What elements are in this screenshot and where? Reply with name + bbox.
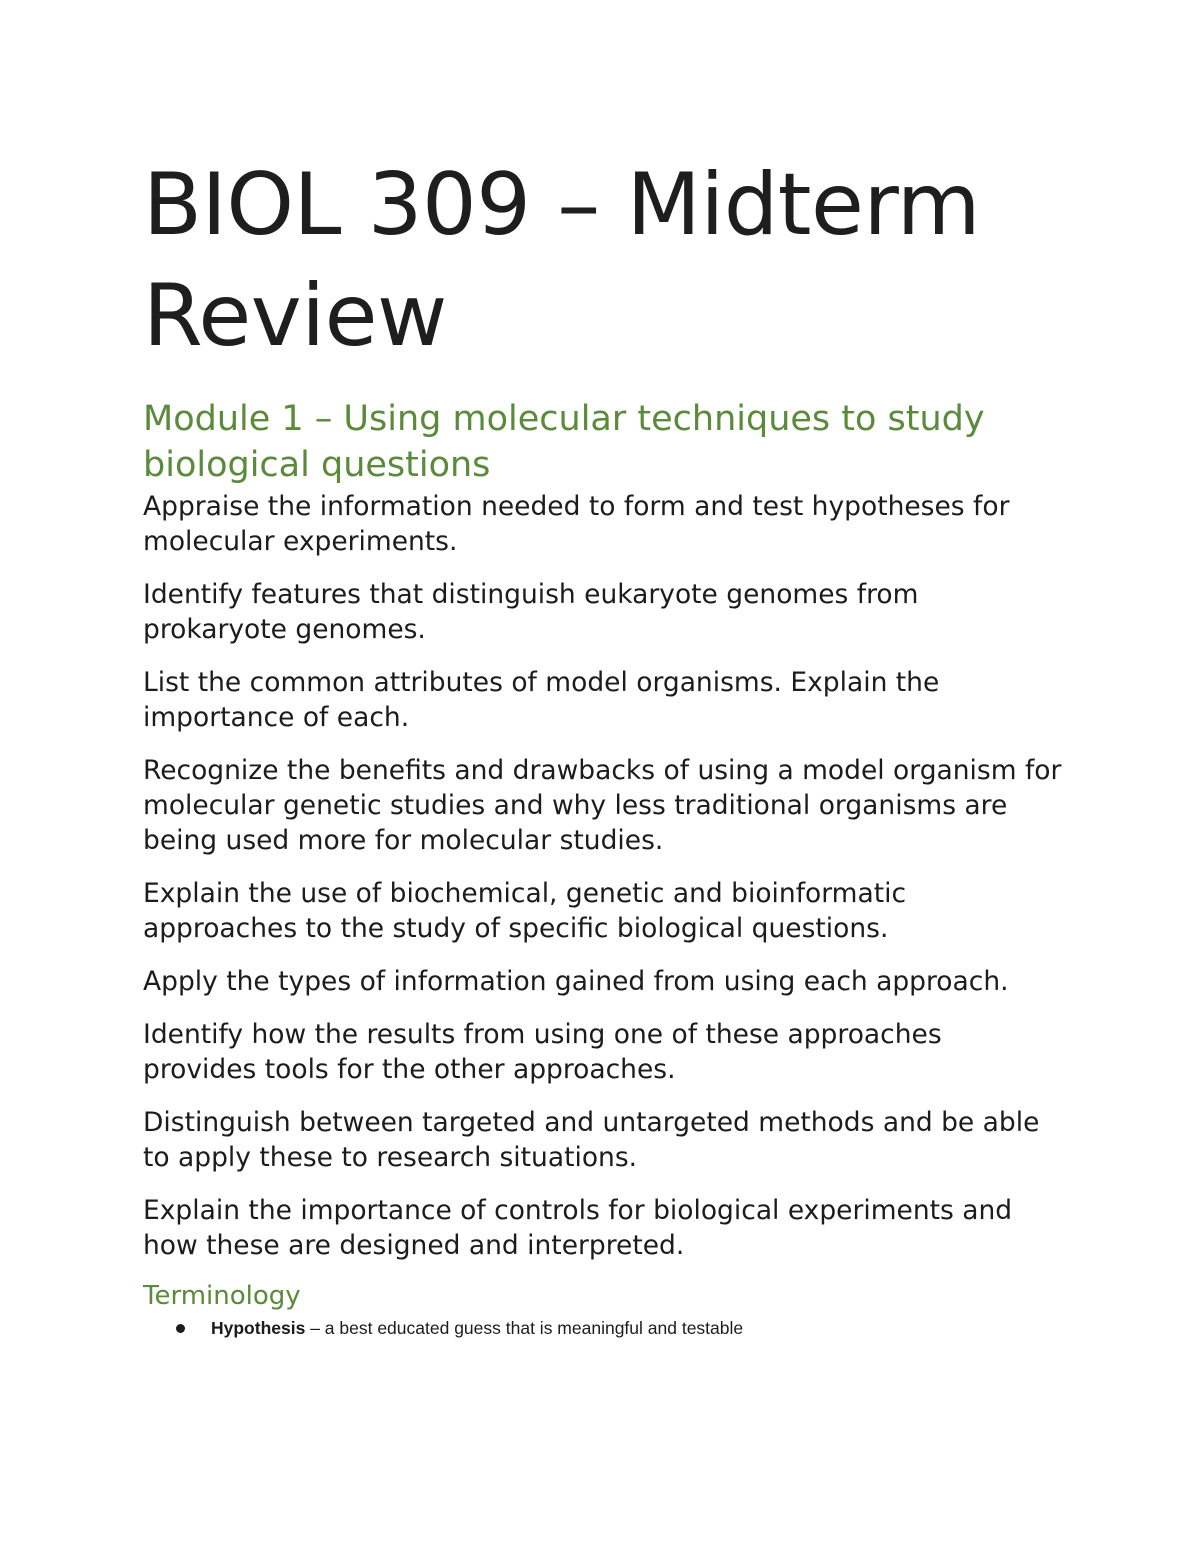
objective-paragraph: Explain the use of biochemical, genetic and bioinformatic approaches to the study of specific biological questions.: [143, 878, 907, 944]
objective-paragraph: Recognize the benefits and drawbacks of using a model organism for molecular genetic studies and why less traditional organisms are being used more for molecular studies.: [143, 755, 1062, 856]
objective-paragraph: Distinguish between targeted and untargeted methods and be able to apply these to research situations.: [143, 1107, 1040, 1173]
term-definition: – a best educated guess that is meaningful and testable: [305, 1318, 744, 1338]
objective-paragraph: Explain the importance of controls for biological experiments and how these are designed and interpreted.: [143, 1195, 1013, 1261]
document-page: [143, 150, 1063, 1339]
objective-paragraph: Appraise the information needed to form and test hypotheses for molecular experiments.: [143, 491, 1010, 557]
objectives-list: [143, 489, 1063, 1263]
title-line-2: Review: [143, 266, 447, 366]
module-heading: Module 1 – Using molecular techniques to study biological questions: [143, 399, 985, 485]
objective-paragraph: List the common attributes of model organisms. Explain the importance of each.: [143, 667, 940, 733]
term-name: Hypothesis: [211, 1318, 306, 1338]
objective-paragraph: Identify how the results from using one of these approaches provides tools for the other approaches.: [143, 1019, 942, 1085]
objective-paragraph: Identify features that distinguish eukaryote genomes from prokaryote genomes.: [143, 579, 919, 645]
terminology-heading: Terminology: [143, 1281, 301, 1311]
terminology-list: [143, 1317, 1063, 1339]
terminology-item: [143, 1317, 1063, 1339]
objective-paragraph: Apply the types of information gained from using each approach.: [143, 966, 1009, 997]
bullet-icon: [176, 1324, 185, 1333]
document-title: [143, 150, 1063, 372]
title-line-1: BIOL 309 – Midterm: [143, 155, 981, 255]
